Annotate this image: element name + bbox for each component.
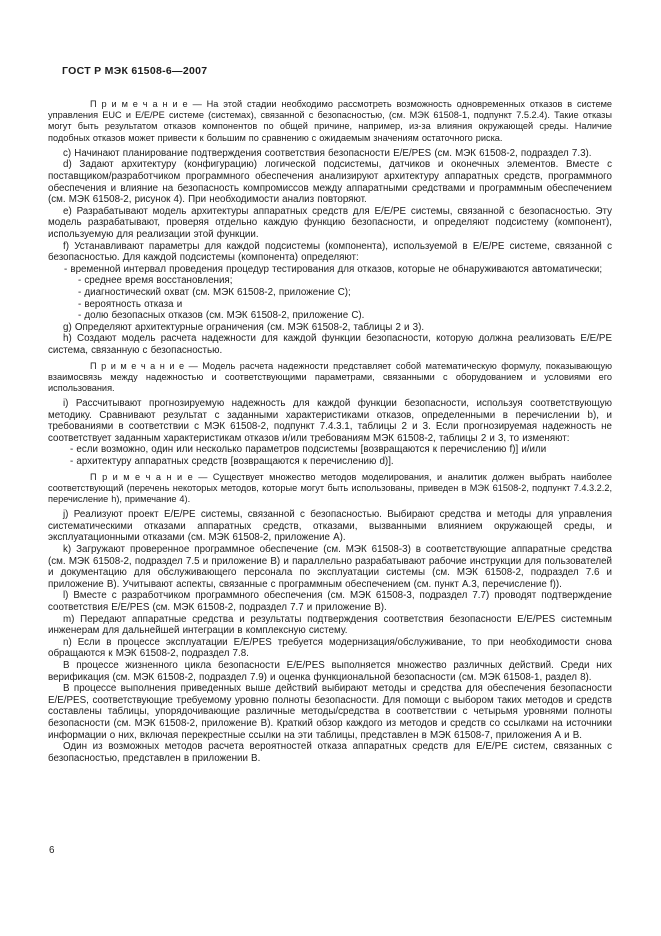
paragraph: h) Создают модель расчета надежности для каждой функции безопасности, которую должна реализовать Е/Е/РЕ система, связанную с безопасностью. <box>48 333 612 356</box>
paragraph: В процессе жизненного цикла безопасности E/E/PES выполняется множество различных действий. Среди них верификация (см. МЭК 61508-2, подраздел 7.9) и оценка функциональной безопасности (см. МЭК 61508-1, раздел 8). <box>48 660 612 683</box>
running-header: ГОСТ Р МЭК 61508-6—2007 <box>62 65 208 77</box>
paragraph: e) Разрабатывают модель архитектуры аппаратных средств для Е/Е/РЕ системы, связанной с безопасностью. Эту модель разрабатывают, проверяя отдельно каждую функцию безопасности, и определяют подсистему (компонент), используемую для реализации этой функции. <box>48 205 612 240</box>
note-paragraph: П р и м е ч а н и е — Модель расчета надежности представляет собой математическую формулу, показывающую взаимосвязь между надежностью и соответствующими параметрами, связанными с оборудованием и условиями его использования. <box>48 360 612 393</box>
dash-list-item: - вероятность отказа и <box>78 298 183 310</box>
dash-list-item: - долю безопасных отказов (см. МЭК 61508-2, приложение С). <box>78 310 365 322</box>
paragraph: j) Реализуют проект Е/Е/РЕ системы, связанной с безопасностью. Выбирают средства и методы для управления систематическими отказами аппаратных средств, отказами, вызванными влиянием окружающей среды, и эксплуатационными отказами (см. МЭК 61508-2, приложение А). <box>48 509 612 544</box>
page-number: 6 <box>49 845 55 856</box>
dash-list-item: - среднее время восстановления; <box>78 275 233 287</box>
paragraph: g) Определяют архитектурные ограничения (см. МЭК 61508-2, таблицы 2 и 3). <box>63 321 425 333</box>
dash-list-item: - временной интервал проведения процедур тестирования для отказов, которые не обнаруживаются автоматически; <box>64 263 603 275</box>
note-paragraph: П р и м е ч а н и е — Существует множество методов моделирования, и аналитик должен выбрать наиболее соответствующий (перечень некоторых методов, которые могут быть использованы, приведен в МЭК 61508-2, подпункт 7.4.3.2.2, перечисление h), примечание 4). <box>48 471 612 505</box>
paragraph: m) Передают аппаратные средства и результаты подтверждения соответствия безопасности E/E/PES системным инженерам для дальнейшей интеграции в комплексную систему. <box>48 613 612 637</box>
paragraph: n) Если в процессе эксплуатации E/E/PES требуется модернизация/обслуживание, то при необходимости снова обращаются к МЭК 61508-2, подраздел 7.8. <box>48 636 612 660</box>
paragraph: c) Начинают планирование подтверждения соответствия безопасности E/E/PES (см. МЭК 61508-2, подраздел 7.3). <box>63 147 592 159</box>
paragraph: d) Задают архитектуру (конфигурацию) логической подсистемы, датчиков и оконечных элементов. Вместе с поставщиком/разработчиком программного обеспечения анализируют архитектуру аппаратных средств, программного обеспечения и влияние на безопасность компромиссов между аппаратными средствами и программным обеспечением (см. МЭК 61508-2, рисунок 4). При необходимости анализ повторяют. <box>48 159 612 206</box>
document-body <box>48 95 612 764</box>
paragraph: k) Загружают проверенное программное обеспечение (см. МЭК 61508-3) в соответствующие аппаратные средства (см. МЭК 61508-2, подраздел 7.5 и приложение В) и параллельно разрабатывают рабочие инструкции для пользователей и документацию для обслуживающего персонала по эксплуатации системы (см. МЭК 61508-2, подраздел 7.6 и приложение В). Учитывают аспекты, связанные с программным обеспечением (см. пункт А.3, перечисление f)). <box>48 544 612 590</box>
paragraph: Один из возможных методов расчета вероятностей отказа аппаратных средств для Е/Е/РЕ систем, связанных с безопасностью, представлен в приложении В. <box>48 741 612 764</box>
dash-list-item: - архитектуру аппаратных средств [возвращаются к перечислению d)]. <box>70 456 394 468</box>
dash-list-item: - диагностический охват (см. МЭК 61508-2, приложение С); <box>78 286 351 298</box>
paragraph: В процессе выполнения приведенных выше действий выбирают методы и средства для обеспечения безопасности E/E/PES, соответствующие требуемому уровню полноты безопасности. Для помощи с выбором таких методов и средств составлены таблицы, упорядочивающие различные методы/средства в соответствии с четырьмя уровнями полноты безопасности (см. МЭК 61508-2, приложение В). Краткий обзор каждого из методов и средств со ссылками на источники информации о них, включая перекрестные ссылки на эти таблицы, представлен в МЭК 61508-7, приложения А и В. <box>48 683 612 741</box>
paragraph: f) Устанавливают параметры для каждой подсистемы (компонента), используемой в Е/Е/РЕ системе, связанной с безопасностью. Для каждой подсистемы (компонента) определяют: <box>48 240 612 264</box>
paragraph: i) Рассчитывают прогнозируемую надежность для каждой функции безопасности, используя соответствующую методику. Сравнивают результат с заданными характеристиками отказов, определенными в перечислении b), и требованиями в соответствии с МЭК 61508-2, подпункт 7.4.3.1, таблицы 2 и 3. Если прогнозируемая надежность не соответствует заданным характеристикам отказов и/или требованиям МЭК 61508-2, таблицы 2 и 3, то изменяют: <box>48 398 612 444</box>
dash-list-item: - если возможно, один или несколько параметров подсистемы [возвращаются к перечислению f)] и/или <box>70 444 547 456</box>
paragraph: l) Вместе с разработчиком программного обеспечения (см. МЭК 61508-3, подраздел 7.7) проводят подтверждение соответствия E/E/PES (см. МЭК 61508-2, подраздел 7.7 и приложение В). <box>48 590 612 614</box>
note-paragraph: П р и м е ч а н и е — На этой стадии необходимо рассмотреть возможность одновременных отказов в системе управления EUC и Е/Е/РЕ системе (системах), связанной с безопасностью, (см. МЭК 61508-1, подпункт 7.5.2.4). Такие отказы могут быть результатом отказов компонентов по общей причине, например, из-за влияния окружающей среды. Наличие подобных отказов может привести к большим по сравнению с ожидаемым значениям остаточного риска. <box>48 99 612 143</box>
